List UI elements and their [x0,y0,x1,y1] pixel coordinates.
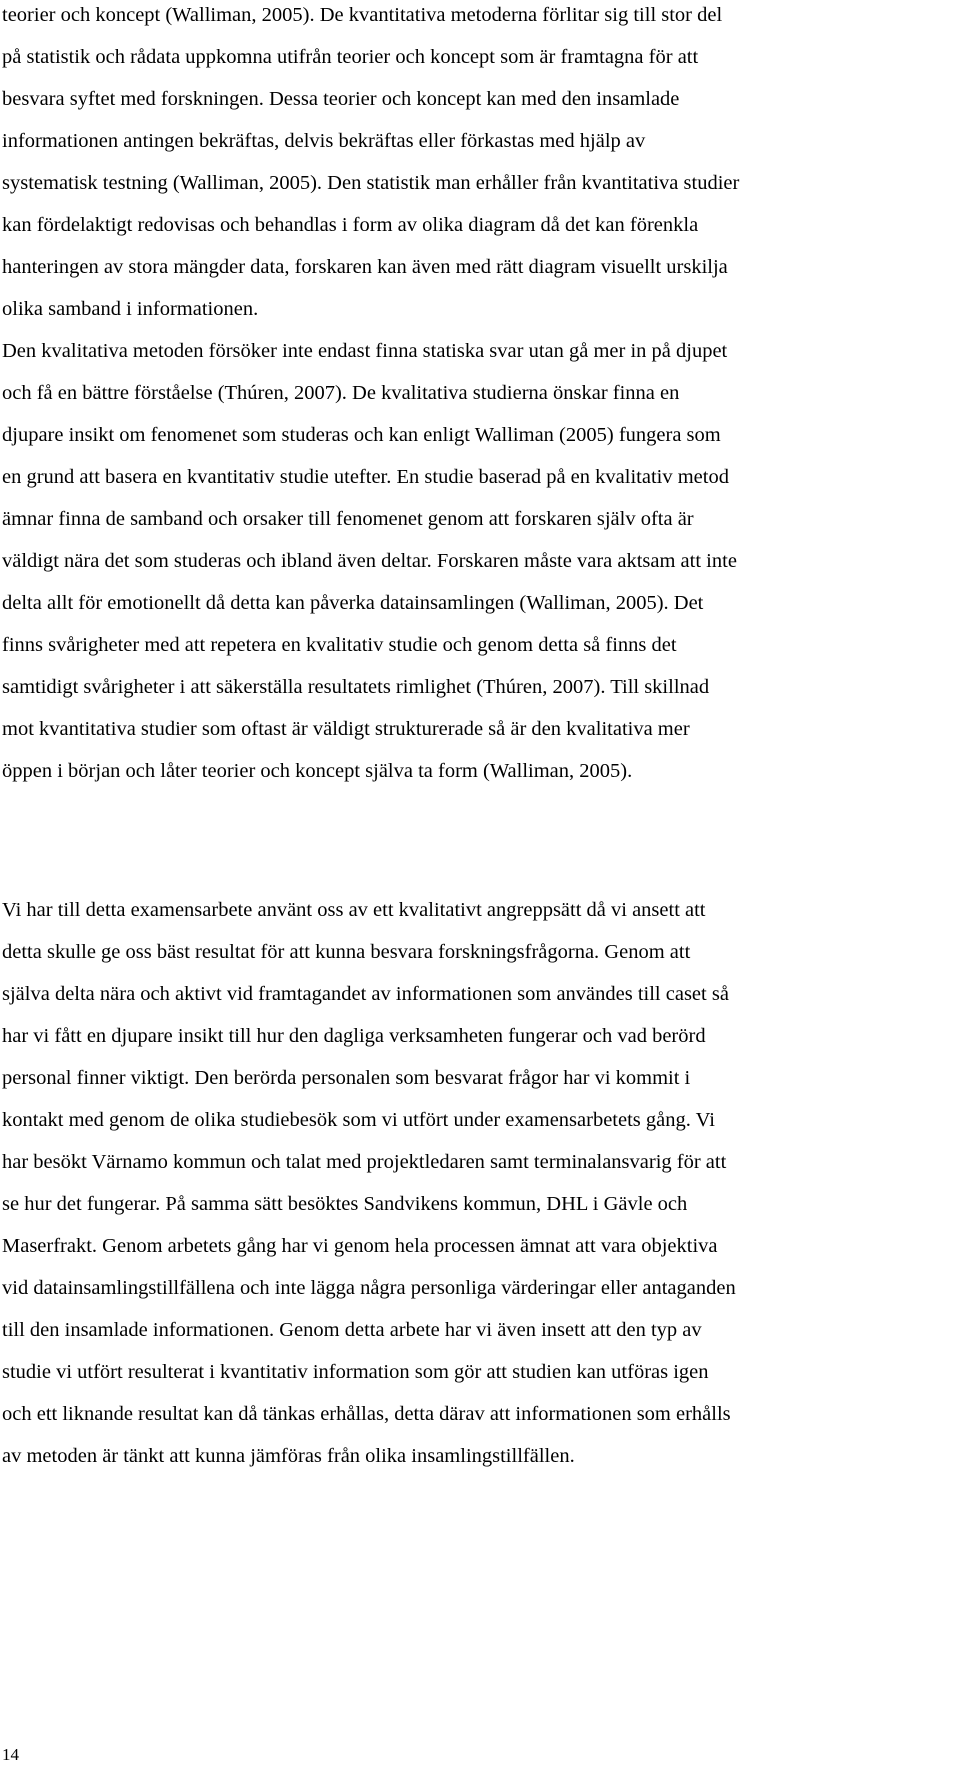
page-number: 14 [2,1745,19,1764]
text-line: besvara syftet med forskningen. Dessa teorier och koncept kan med den insamlade [2,88,680,110]
text-line: personal finner viktigt. Den berörda personalen som besvarat frågor har vi kommit i [2,1067,691,1089]
text-line: väldigt nära det som studeras och ibland även deltar. Forskaren måste vara aktsam att inte [2,550,737,572]
text-line: teorier och koncept (Walliman, 2005). De kvantitativa metoderna förlitar sig till stor del [2,4,723,26]
text-line: öppen i början och låter teorier och koncept själva ta form (Walliman, 2005). [2,760,633,782]
text-line: till den insamlade informationen. Genom detta arbete har vi även insett att den typ av [2,1319,702,1341]
text-line: Maserfrakt. Genom arbetets gång har vi genom hela processen ämnat att vara objektiva [2,1235,718,1257]
body-paragraph-methods [2,0,942,792]
text-line: delta allt för emotionellt då detta kan påverka datainsamlingen (Walliman, 2005). Det [2,592,704,614]
text-line: djupare insikt om fenomenet som studeras och kan enligt Walliman (2005) fungera som [2,424,721,446]
text-line: själva delta nära och aktivt vid framtagandet av informationen som användes till caset så [2,983,729,1005]
text-line: har vi fått en djupare insikt till hur den dagliga verksamheten fungerar och vad berörd [2,1025,706,1047]
text-line: samtidigt svårigheter i att säkerställa resultatets rimlighet (Thúren, 2007). Till skillnad [2,676,710,698]
body-paragraph-approach [2,889,942,1477]
text-line: en grund att basera en kvantitativ studie utefter. En studie baserad på en kvalitativ metod [2,466,729,488]
text-line: vid datainsamlingstillfällena och inte lägga några personliga värderingar eller antaganden [2,1277,736,1299]
text-line: detta skulle ge oss bäst resultat för att kunna besvara forskningsfrågorna. Genom att [2,941,691,963]
text-line: informationen antingen bekräftas, delvis bekräftas eller förkastas med hjälp av [2,130,646,152]
text-line: studie vi utfört resulterat i kvantitativ information som gör att studien kan utföras igen [2,1361,709,1383]
text-line: finns svårigheter med att repetera en kvalitativ studie och genom detta så finns det [2,634,677,656]
text-line: mot kvantitativa studier som oftast är väldigt strukturerade så är den kvalitativa mer [2,718,690,740]
text-line: på statistik och rådata uppkomna utifrån teorier och koncept som är framtagna för att [2,46,699,68]
text-line: och ett liknande resultat kan då tänkas erhållas, detta därav att informationen som erhålls [2,1403,731,1425]
text-line: har besökt Värnamo kommun och talat med projektledaren samt terminalansvarig för att [2,1151,727,1173]
text-line: ämnar finna de samband och orsaker till fenomenet genom att forskaren själv ofta är [2,508,694,530]
text-line: kontakt med genom de olika studiebesök som vi utfört under examensarbetets gång. Vi [2,1109,715,1131]
text-line: Vi har till detta examensarbete använt oss av ett kvalitativt angreppsätt då vi ansett att [2,899,706,921]
text-line: olika samband i informationen. [2,298,259,320]
text-line: Den kvalitativa metoden försöker inte endast finna statiska svar utan gå mer in på djupet [2,340,728,362]
text-line: av metoden är tänkt att kunna jämföras från olika insamlingstillfällen. [2,1445,575,1467]
text-line: hanteringen av stora mängder data, forskaren kan även med rätt diagram visuellt urskilja [2,256,728,278]
text-line: och få en bättre förståelse (Thúren, 2007). De kvalitativa studierna önskar finna en [2,382,680,404]
text-line: systematisk testning (Walliman, 2005). Den statistik man erhåller från kvantitativa studier [2,172,740,194]
text-line: se hur det fungerar. På samma sätt besöktes Sandvikens kommun, DHL i Gävle och [2,1193,688,1215]
text-line: kan fördelaktigt redovisas och behandlas i form av olika diagram då det kan förenkla [2,214,699,236]
